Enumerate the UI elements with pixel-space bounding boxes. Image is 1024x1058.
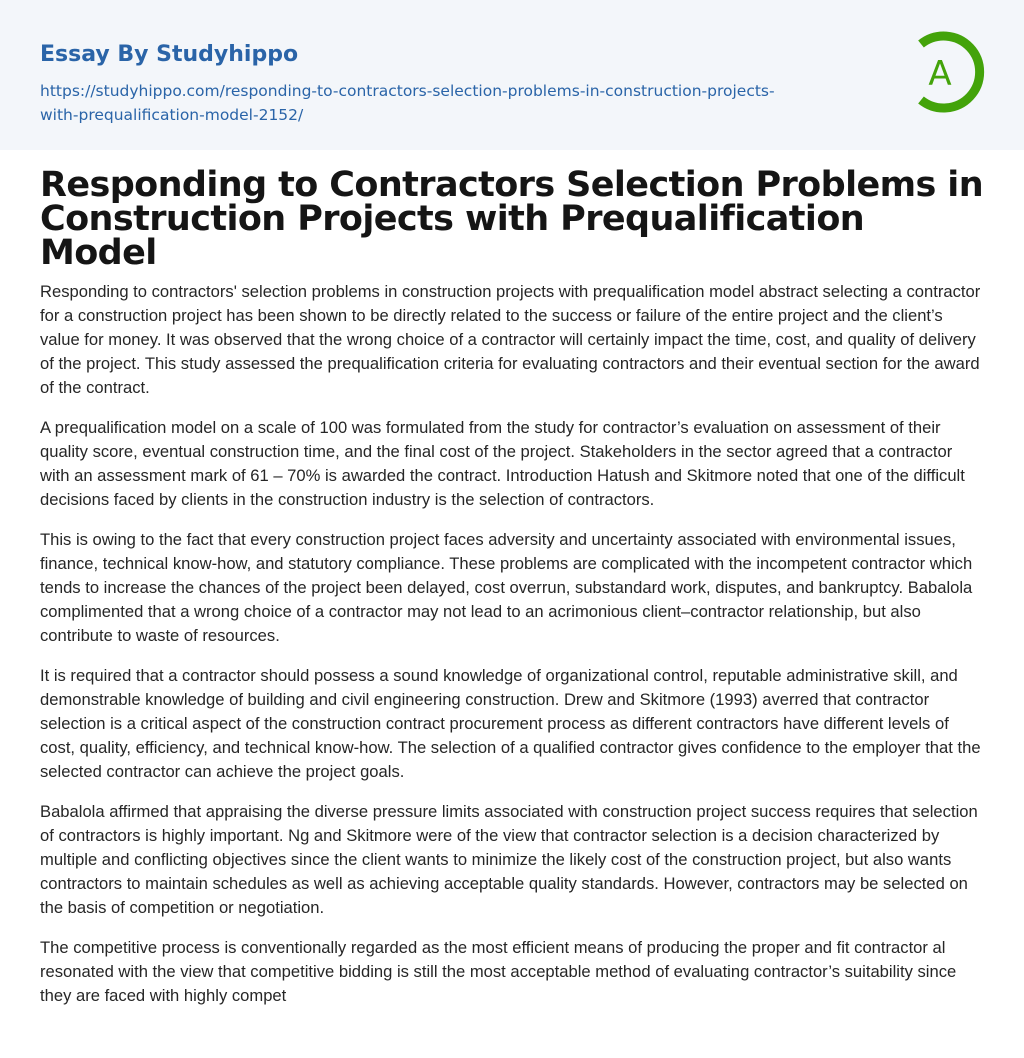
paragraph: A prequalification model on a scale of 100 was formulated from the study for contractor’s evaluation on assessment of their quality score, eventual construction time, and the final cost of the project. Stakeholders in the sector agreed that a contractor with an assessment mark of 61 – 70% is awarded the contract. Introduction Hatush and Skitmore noted that one of the difficult decisions faced by clients in the construction industry is the selection of contractors. xyxy=(40,418,965,509)
brand-title: Essay By Studyhippo xyxy=(40,42,299,67)
studyhippo-logo-icon[interactable] xyxy=(912,28,988,116)
paragraph: Responding to contractors' selection problems in construction projects with prequalification model abstract selecting a contractor for a construction project has been shown to be directly related to the success or failure of the entire project and the client’s value for money. It was observed that the wrong choice of a contractor will certainly impact the time, cost, and quality of delivery of the project. This study assessed the prequalification criteria for evaluating contractors and their eventual section for the award of the contract. xyxy=(40,282,981,397)
logo-letter: A xyxy=(928,54,952,94)
paragraph: The competitive process is conventionally regarded as the most efficient means of producing the proper and fit contractor al resonated with the view that competitive bidding is still the most acceptable method of evaluating contractor’s suitability since they are faced with highly compet xyxy=(40,938,957,1005)
site-header xyxy=(0,0,1024,150)
article xyxy=(0,150,1024,1008)
paragraph: It is required that a contractor should possess a sound knowledge of organizational control, reputable administrative skill, and demonstrable knowledge of building and civil engineering construction. Drew and Skitmore (1993) averred that contractor selection is a critical aspect of the construction contract procurement process as different contractors have different levels of cost, quality, efficiency, and technical know-how. The selection of a qualified contractor gives confidence to the employer that the selected contractor can achieve the project goals. xyxy=(40,666,981,781)
essay-url-link[interactable]: https://studyhippo.com/responding-to-contractors-selection-problems-in-construction-projects-with-prequalification-model-2152/ xyxy=(40,82,775,124)
page-title: Responding to Contractors Selection Problems in Construction Projects with Prequalification Model xyxy=(40,165,984,273)
paragraph: Babalola affirmed that appraising the diverse pressure limits associated with construction project success requires that selection of contractors is highly important. Ng and Skitmore were of the view that contractor selection is a decision characterized by multiple and conflicting objectives since the client wants to minimize the likely cost of the construction project, but also wants contractors to maintain schedules as well as achieving acceptable quality standards. However, contractors may be selected on the basis of competition or negotiation. xyxy=(40,802,978,917)
paragraph: This is owing to the fact that every construction project faces adversity and uncertainty associated with environmental issues, finance, technical know-how, and statutory compliance. These problems are complicated with the incompetent contractor which tends to increase the chances of the project been delayed, cost overrun, substandard work, disputes, and bankruptcy. Babalola complimented that a wrong choice of a contractor may not lead to an acrimonious client–contractor relationship, but also contribute to waste of resources. xyxy=(40,530,973,645)
